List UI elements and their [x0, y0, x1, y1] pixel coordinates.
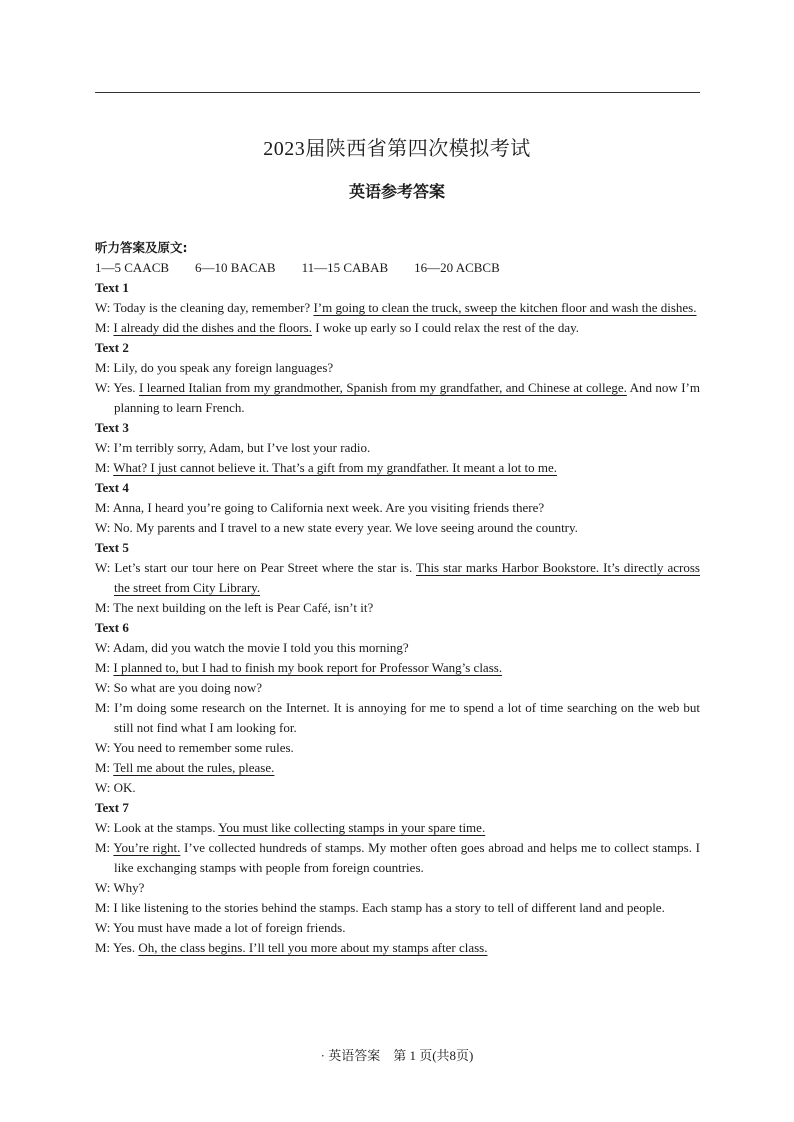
underlined-answer-text: I already did the dishes and the floors. [113, 320, 312, 335]
transcript-heading: Text 4 [95, 480, 129, 495]
dialogue-text: W: No. My parents and I travel to a new state every year. We love seeing around the country. [95, 520, 578, 535]
dialogue-line [95, 938, 700, 958]
dialogue-line [95, 738, 700, 758]
page-subtitle: 英语参考答案 [348, 182, 445, 201]
dialogue-text: And now I’m planning to learn French. [114, 380, 700, 415]
dialogue-line [95, 318, 700, 338]
dialogue-line [95, 638, 700, 658]
dialogue-line [95, 818, 700, 838]
underlined-answer-text: I’m going to clean the truck, sweep the kitchen floor and wash the dishes. [313, 300, 697, 315]
underlined-answer-text: Oh, the class begins. I’ll tell you more about my stamps after class. [138, 940, 488, 955]
answer-group: 6—10 BACAB [195, 260, 276, 275]
dialogue-text: W: I’m terribly sorry, Adam, but I’ve lost your radio. [95, 440, 371, 455]
dialogue-line [95, 758, 700, 778]
dialogue-text: M: I’m doing some research on the Internet. It is annoying for me to spend a lot of time searching on the web but still not find what I am looking for. [95, 700, 700, 735]
transcript-heading: Text 5 [95, 540, 129, 555]
dialogue-text: W: OK. [95, 780, 136, 795]
dialogue-line [95, 438, 700, 458]
dialogue-line [95, 298, 700, 318]
transcript-heading: Text 2 [95, 340, 129, 355]
dialogue-text: I’ve collected hundreds of stamps. My mother often goes abroad and helps me to collect stamps. I like exchanging stamps with people from foreign countries. [114, 840, 700, 875]
header-rule [95, 92, 700, 93]
transcript-heading: Text 6 [95, 620, 129, 635]
transcript-heading: Text 1 [95, 280, 129, 295]
dialogue-text: M: [95, 840, 114, 855]
page-footer: · 英语答案 第 1 页(共8页) [320, 1048, 474, 1063]
page-title: 2023届陕西省第四次模拟考试 [263, 138, 531, 160]
dialogue-text: M: [95, 320, 114, 335]
dialogue-text: M: [95, 460, 114, 475]
dialogue-line [95, 898, 700, 918]
transcript-section [95, 538, 700, 618]
transcript-section [95, 418, 700, 478]
dialogue-text: M: [95, 660, 114, 675]
transcript-section [95, 478, 700, 538]
dialogue-line [95, 518, 700, 538]
underlined-answer-text: You must like collecting stamps in your spare time. [218, 820, 486, 835]
dialogue-line [95, 918, 700, 938]
dialogue-line [95, 498, 700, 518]
transcript-section [95, 338, 700, 418]
transcripts [95, 278, 700, 958]
underlined-answer-text: I planned to, but I had to finish my book report for Professor Wang’s class. [113, 660, 503, 675]
dialogue-text: W: You must have made a lot of foreign friends. [95, 920, 346, 935]
transcript-heading: Text 7 [95, 800, 129, 815]
answer-group: 1—5 CAACB [95, 260, 170, 275]
transcript-section [95, 798, 700, 958]
underlined-answer-text: Tell me about the rules, please. [113, 760, 275, 775]
dialogue-line [95, 838, 700, 878]
dialogue-text: M: Yes. [95, 940, 139, 955]
dialogue-text: M: Lily, do you speak any foreign languages? [95, 360, 334, 375]
dialogue-text: I woke up early so I could relax the rest of the day. [311, 320, 579, 335]
underlined-answer-text: I learned Italian from my grandmother, Spanish from my grandfather, and Chinese at college. [138, 380, 627, 395]
underlined-answer-text: What? I just cannot believe it. That’s a gift from my grandfather. It meant a lot to me. [113, 460, 557, 475]
transcript-section [95, 278, 700, 338]
dialogue-text: W: Adam, did you watch the movie I told you this morning? [95, 640, 409, 655]
dialogue-text: W: Look at the stamps. [95, 820, 219, 835]
transcript-section [95, 618, 700, 798]
underlined-answer-text: This star marks Harbor Bookstore. It’s directly across the street from City Library. [114, 560, 700, 595]
answer-key [95, 258, 700, 278]
dialogue-line [95, 778, 700, 798]
dialogue-line [95, 378, 700, 418]
dialogue-line [95, 678, 700, 698]
underlined-answer-text: You’re right. [113, 840, 181, 855]
dialogue-line [95, 458, 700, 478]
dialogue-line [95, 698, 700, 738]
transcript-heading: Text 3 [95, 420, 129, 435]
dialogue-text: W: So what are you doing now? [95, 680, 263, 695]
document-body [95, 238, 700, 958]
dialogue-text: W: You need to remember some rules. [95, 740, 294, 755]
section-label: 听力答案及原文: [95, 240, 188, 255]
dialogue-line [95, 878, 700, 898]
dialogue-text: W: Let’s start our tour here on Pear Street where the star is. [95, 560, 416, 575]
dialogue-line [95, 658, 700, 678]
dialogue-text: M: Anna, I heard you’re going to California next week. Are you visiting friends there? [95, 500, 545, 515]
answer-group: 16—20 ACBCB [414, 260, 500, 275]
dialogue-text: M: [95, 760, 114, 775]
dialogue-text: W: Yes. [95, 380, 139, 395]
dialogue-text: M: The next building on the left is Pear Café, isn’t it? [95, 600, 374, 615]
dialogue-line [95, 598, 700, 618]
dialogue-text: W: Why? [95, 880, 145, 895]
dialogue-line [95, 558, 700, 598]
dialogue-text: M: I like listening to the stories behind the stamps. Each stamp has a story to tell of different land and people. [95, 900, 665, 915]
dialogue-text: W: Today is the cleaning day, remember? [95, 300, 314, 315]
dialogue-line [95, 358, 700, 378]
answer-group: 11—15 CABAB [301, 260, 389, 275]
